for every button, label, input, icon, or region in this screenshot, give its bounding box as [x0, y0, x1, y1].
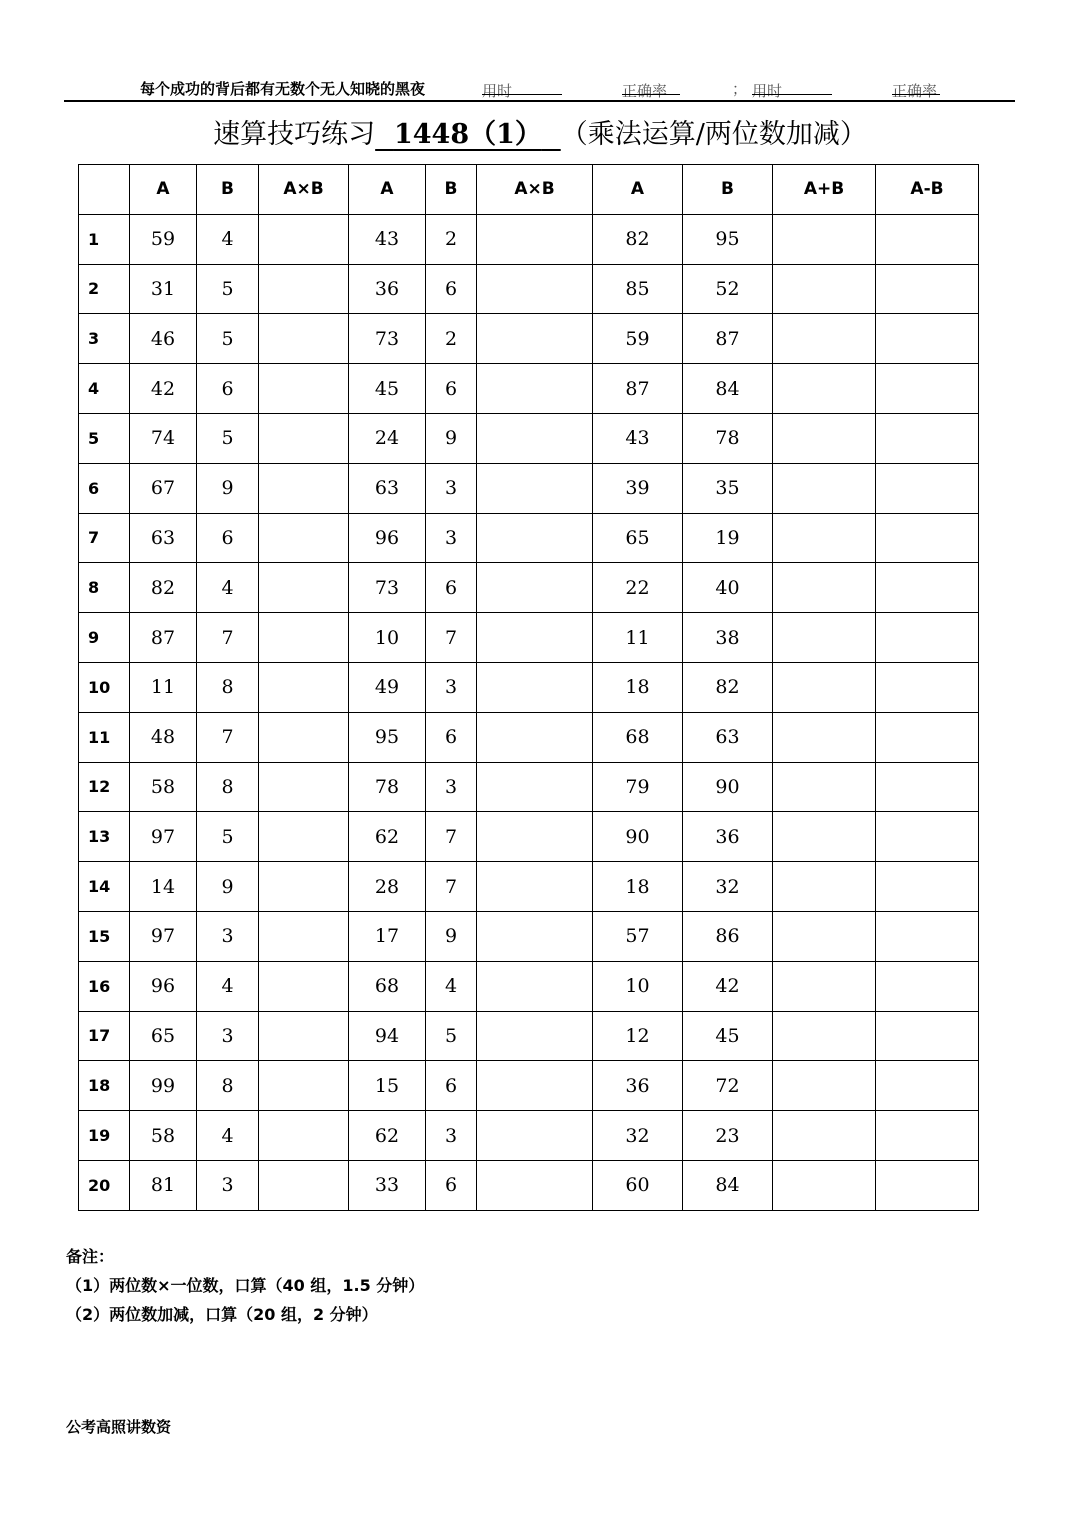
title-number: 1448（1） — [393, 119, 542, 150]
value-cell: 39 — [593, 463, 683, 513]
column-header: B — [426, 165, 477, 215]
answer-cell[interactable] — [876, 862, 979, 912]
value-cell: 3 — [426, 513, 477, 563]
value-cell: 8 — [197, 1061, 259, 1111]
value-cell: 12 — [593, 1011, 683, 1061]
value-cell: 68 — [349, 961, 426, 1011]
answer-cell[interactable] — [876, 662, 979, 712]
row-index: 6 — [79, 463, 130, 513]
value-cell: 90 — [593, 812, 683, 862]
title-suffix: （乘法运算/两位数加减） — [560, 119, 867, 150]
value-cell: 7 — [426, 812, 477, 862]
value-cell: 97 — [130, 812, 197, 862]
time-label-2: 用时 — [752, 82, 783, 100]
value-cell: 58 — [130, 762, 197, 812]
answer-cell[interactable] — [259, 762, 349, 812]
table-row — [79, 214, 979, 264]
answer-cell[interactable] — [773, 911, 876, 961]
value-cell: 5 — [197, 314, 259, 364]
value-cell: 59 — [130, 214, 197, 264]
value-cell: 4 — [197, 1111, 259, 1161]
value-cell: 63 — [130, 513, 197, 563]
answer-cell[interactable] — [876, 812, 979, 862]
time-label-1: 用时 — [482, 82, 513, 100]
value-cell: 43 — [349, 214, 426, 264]
answer-cell[interactable] — [259, 364, 349, 414]
answer-cell[interactable] — [876, 911, 979, 961]
column-header — [79, 165, 130, 215]
answer-cell[interactable] — [477, 613, 593, 663]
table-row — [79, 563, 979, 613]
value-cell: 74 — [130, 413, 197, 463]
answer-cell[interactable] — [259, 463, 349, 513]
answer-cell[interactable] — [477, 1061, 593, 1111]
value-cell: 78 — [349, 762, 426, 812]
accuracy-label-1: 正确率 — [622, 82, 668, 100]
answer-cell[interactable] — [773, 563, 876, 613]
value-cell: 82 — [593, 214, 683, 264]
note-line-1: （1）两位数×一位数，口算（40 组，1.5 分钟） — [66, 1276, 425, 1295]
answer-cell[interactable] — [876, 1061, 979, 1111]
value-cell: 9 — [197, 463, 259, 513]
value-cell: 11 — [593, 613, 683, 663]
row-index: 3 — [79, 314, 130, 364]
value-cell: 9 — [426, 911, 477, 961]
answer-cell[interactable] — [876, 264, 979, 314]
answer-cell[interactable] — [773, 613, 876, 663]
answer-cell[interactable] — [773, 812, 876, 862]
accuracy-blank-1[interactable] — [622, 80, 680, 95]
answer-cell[interactable] — [773, 413, 876, 463]
answer-cell[interactable] — [876, 961, 979, 1011]
value-cell: 84 — [683, 364, 773, 414]
value-cell: 6 — [197, 364, 259, 414]
value-cell: 99 — [130, 1061, 197, 1111]
column-header: A — [349, 165, 426, 215]
accuracy-label-2: 正确率 — [892, 82, 938, 100]
answer-cell[interactable] — [259, 961, 349, 1011]
value-cell: 78 — [683, 413, 773, 463]
answer-cell[interactable] — [477, 911, 593, 961]
value-cell: 2 — [426, 214, 477, 264]
answer-cell[interactable] — [259, 513, 349, 563]
row-index: 10 — [79, 662, 130, 712]
answer-cell[interactable] — [477, 563, 593, 613]
answer-cell[interactable] — [773, 1061, 876, 1111]
note-line-2: （2）两位数加减，口算（20 组，2 分钟） — [66, 1305, 378, 1324]
table-row — [79, 314, 979, 364]
value-cell: 14 — [130, 862, 197, 912]
value-cell: 5 — [197, 264, 259, 314]
value-cell: 65 — [593, 513, 683, 563]
answer-cell[interactable] — [259, 314, 349, 364]
value-cell: 28 — [349, 862, 426, 912]
value-cell: 96 — [349, 513, 426, 563]
table-row — [79, 862, 979, 912]
answer-cell[interactable] — [477, 1011, 593, 1061]
value-cell: 6 — [426, 1160, 477, 1210]
row-index: 17 — [79, 1011, 130, 1061]
value-cell: 3 — [426, 463, 477, 513]
value-cell: 36 — [683, 812, 773, 862]
value-cell: 2 — [426, 314, 477, 364]
answer-cell[interactable] — [477, 862, 593, 912]
answer-cell[interactable] — [259, 563, 349, 613]
table-row — [79, 1160, 979, 1210]
value-cell: 94 — [349, 1011, 426, 1061]
answer-cell[interactable] — [259, 1111, 349, 1161]
value-cell: 82 — [683, 662, 773, 712]
value-cell: 63 — [349, 463, 426, 513]
source-footer: 公考高照讲数资 — [66, 1418, 172, 1436]
row-index: 4 — [79, 364, 130, 414]
column-header: A+B — [773, 165, 876, 215]
answer-cell[interactable] — [876, 1111, 979, 1161]
answer-cell[interactable] — [477, 463, 593, 513]
answer-cell[interactable] — [259, 1061, 349, 1111]
value-cell: 22 — [593, 563, 683, 613]
table-row — [79, 1011, 979, 1061]
answer-cell[interactable] — [477, 314, 593, 364]
answer-cell[interactable] — [477, 513, 593, 563]
value-cell: 5 — [197, 413, 259, 463]
answer-cell[interactable] — [259, 662, 349, 712]
value-cell: 62 — [349, 812, 426, 862]
answer-cell[interactable] — [773, 1160, 876, 1210]
row-index: 19 — [79, 1111, 130, 1161]
value-cell: 65 — [130, 1011, 197, 1061]
column-header: A×B — [259, 165, 349, 215]
answer-cell[interactable] — [773, 463, 876, 513]
row-index: 11 — [79, 712, 130, 762]
row-index: 2 — [79, 264, 130, 314]
value-cell: 8 — [197, 762, 259, 812]
answer-cell[interactable] — [477, 214, 593, 264]
table-row — [79, 712, 979, 762]
answer-cell[interactable] — [876, 513, 979, 563]
value-cell: 3 — [426, 662, 477, 712]
value-cell: 6 — [426, 1061, 477, 1111]
answer-cell[interactable] — [773, 1111, 876, 1161]
table-row — [79, 1111, 979, 1161]
table-row — [79, 812, 979, 862]
answer-cell[interactable] — [259, 413, 349, 463]
page-title — [0, 112, 1080, 151]
answer-cell[interactable] — [477, 413, 593, 463]
answer-cell[interactable] — [259, 1160, 349, 1210]
row-index: 5 — [79, 413, 130, 463]
table-row — [79, 1061, 979, 1111]
value-cell: 62 — [349, 1111, 426, 1161]
row-index: 18 — [79, 1061, 130, 1111]
value-cell: 3 — [426, 762, 477, 812]
value-cell: 95 — [349, 712, 426, 762]
answer-cell[interactable] — [773, 364, 876, 414]
value-cell: 86 — [683, 911, 773, 961]
answer-cell[interactable] — [876, 613, 979, 663]
answer-cell[interactable] — [477, 364, 593, 414]
answer-cell[interactable] — [259, 812, 349, 862]
table-row — [79, 413, 979, 463]
row-index: 9 — [79, 613, 130, 663]
answer-cell[interactable] — [477, 812, 593, 862]
value-cell: 45 — [683, 1011, 773, 1061]
answer-cell[interactable] — [876, 712, 979, 762]
row-index: 1 — [79, 214, 130, 264]
time-blank-2[interactable] — [752, 80, 832, 95]
row-index: 14 — [79, 862, 130, 912]
value-cell: 46 — [130, 314, 197, 364]
value-cell: 60 — [593, 1160, 683, 1210]
value-cell: 18 — [593, 862, 683, 912]
value-cell: 6 — [426, 712, 477, 762]
answer-cell[interactable] — [876, 1160, 979, 1210]
value-cell: 87 — [683, 314, 773, 364]
value-cell: 58 — [130, 1111, 197, 1161]
value-cell: 73 — [349, 314, 426, 364]
value-cell: 85 — [593, 264, 683, 314]
value-cell: 63 — [683, 712, 773, 762]
value-cell: 6 — [197, 513, 259, 563]
value-cell: 40 — [683, 563, 773, 613]
answer-cell[interactable] — [477, 712, 593, 762]
answer-cell[interactable] — [477, 264, 593, 314]
value-cell: 4 — [197, 563, 259, 613]
answer-cell[interactable] — [876, 762, 979, 812]
column-header: A — [130, 165, 197, 215]
value-cell: 32 — [593, 1111, 683, 1161]
value-cell: 19 — [683, 513, 773, 563]
value-cell: 9 — [426, 413, 477, 463]
row-index: 15 — [79, 911, 130, 961]
table-row — [79, 613, 979, 663]
answer-cell[interactable] — [876, 413, 979, 463]
answer-cell[interactable] — [773, 662, 876, 712]
value-cell: 95 — [683, 214, 773, 264]
column-header: B — [683, 165, 773, 215]
value-cell: 49 — [349, 662, 426, 712]
value-cell: 31 — [130, 264, 197, 314]
answer-cell[interactable] — [773, 762, 876, 812]
value-cell: 42 — [683, 961, 773, 1011]
table-row — [79, 911, 979, 961]
value-cell: 9 — [197, 862, 259, 912]
value-cell: 43 — [593, 413, 683, 463]
row-index: 12 — [79, 762, 130, 812]
answer-cell[interactable] — [477, 1111, 593, 1161]
answer-cell[interactable] — [773, 264, 876, 314]
value-cell: 48 — [130, 712, 197, 762]
table-row — [79, 364, 979, 414]
value-cell: 3 — [197, 911, 259, 961]
column-header: A — [593, 165, 683, 215]
value-cell: 57 — [593, 911, 683, 961]
answer-cell[interactable] — [773, 862, 876, 912]
value-cell: 38 — [683, 613, 773, 663]
value-cell: 81 — [130, 1160, 197, 1210]
value-cell: 6 — [426, 364, 477, 414]
value-cell: 4 — [426, 961, 477, 1011]
answer-cell[interactable] — [876, 314, 979, 364]
table-row — [79, 662, 979, 712]
value-cell: 72 — [683, 1061, 773, 1111]
value-cell: 59 — [593, 314, 683, 364]
value-cell: 3 — [426, 1111, 477, 1161]
value-cell: 3 — [197, 1160, 259, 1210]
value-cell: 4 — [197, 214, 259, 264]
answer-cell[interactable] — [259, 613, 349, 663]
table-row — [79, 762, 979, 812]
column-header: A-B — [876, 165, 979, 215]
value-cell: 5 — [426, 1011, 477, 1061]
answer-cell[interactable] — [876, 563, 979, 613]
header-row — [79, 165, 979, 215]
value-cell: 23 — [683, 1111, 773, 1161]
value-cell: 17 — [349, 911, 426, 961]
accuracy-blank-2[interactable] — [892, 80, 940, 95]
value-cell: 7 — [426, 613, 477, 663]
answer-cell[interactable] — [259, 214, 349, 264]
value-cell: 15 — [349, 1061, 426, 1111]
answer-cell[interactable] — [477, 961, 593, 1011]
value-cell: 24 — [349, 413, 426, 463]
answer-cell[interactable] — [477, 762, 593, 812]
value-cell: 52 — [683, 264, 773, 314]
value-cell: 7 — [197, 712, 259, 762]
table-row — [79, 513, 979, 563]
value-cell: 84 — [683, 1160, 773, 1210]
row-index: 20 — [79, 1160, 130, 1210]
value-cell: 97 — [130, 911, 197, 961]
value-cell: 42 — [130, 364, 197, 414]
value-cell: 96 — [130, 961, 197, 1011]
answer-cell[interactable] — [773, 1011, 876, 1061]
value-cell: 68 — [593, 712, 683, 762]
notes-section — [66, 1242, 424, 1329]
answer-cell[interactable] — [259, 862, 349, 912]
value-cell: 35 — [683, 463, 773, 513]
row-index: 13 — [79, 812, 130, 862]
separator: ； — [732, 80, 748, 98]
table-row — [79, 961, 979, 1011]
value-cell: 7 — [426, 862, 477, 912]
row-index: 16 — [79, 961, 130, 1011]
value-cell: 4 — [197, 961, 259, 1011]
time-blank-1[interactable] — [482, 80, 562, 95]
answer-cell[interactable] — [876, 463, 979, 513]
answer-cell[interactable] — [876, 364, 979, 414]
answer-cell[interactable] — [477, 662, 593, 712]
value-cell: 90 — [683, 762, 773, 812]
answer-cell[interactable] — [477, 1160, 593, 1210]
value-cell: 18 — [593, 662, 683, 712]
value-cell: 11 — [130, 662, 197, 712]
answer-cell[interactable] — [773, 961, 876, 1011]
practice-table — [78, 164, 979, 1211]
value-cell: 45 — [349, 364, 426, 414]
notes-title: 备注： — [66, 1247, 115, 1266]
value-cell: 36 — [593, 1061, 683, 1111]
table-row — [79, 264, 979, 314]
value-cell: 6 — [426, 563, 477, 613]
answer-cell[interactable] — [259, 1011, 349, 1061]
value-cell: 32 — [683, 862, 773, 912]
value-cell: 10 — [349, 613, 426, 663]
answer-cell[interactable] — [773, 712, 876, 762]
value-cell: 10 — [593, 961, 683, 1011]
motto-text: 每个成功的背后都有无数个无人知晓的黑夜 — [140, 80, 426, 98]
answer-cell[interactable] — [259, 712, 349, 762]
page-header — [64, 76, 1015, 102]
value-cell: 87 — [130, 613, 197, 663]
value-cell: 67 — [130, 463, 197, 513]
answer-cell[interactable] — [773, 214, 876, 264]
value-cell: 5 — [197, 812, 259, 862]
column-header: B — [197, 165, 259, 215]
value-cell: 36 — [349, 264, 426, 314]
answer-cell[interactable] — [259, 264, 349, 314]
value-cell: 7 — [197, 613, 259, 663]
column-header: A×B — [477, 165, 593, 215]
answer-cell[interactable] — [876, 214, 979, 264]
value-cell: 33 — [349, 1160, 426, 1210]
title-prefix: 速算技巧练习 — [213, 119, 376, 150]
value-cell: 87 — [593, 364, 683, 414]
value-cell: 73 — [349, 563, 426, 613]
answer-cell[interactable] — [773, 513, 876, 563]
value-cell: 8 — [197, 662, 259, 712]
table-row — [79, 463, 979, 513]
row-index: 7 — [79, 513, 130, 563]
answer-cell[interactable] — [773, 314, 876, 364]
row-index: 8 — [79, 563, 130, 613]
value-cell: 6 — [426, 264, 477, 314]
value-cell: 79 — [593, 762, 683, 812]
answer-cell[interactable] — [876, 1011, 979, 1061]
value-cell: 82 — [130, 563, 197, 613]
answer-cell[interactable] — [259, 911, 349, 961]
value-cell: 3 — [197, 1011, 259, 1061]
